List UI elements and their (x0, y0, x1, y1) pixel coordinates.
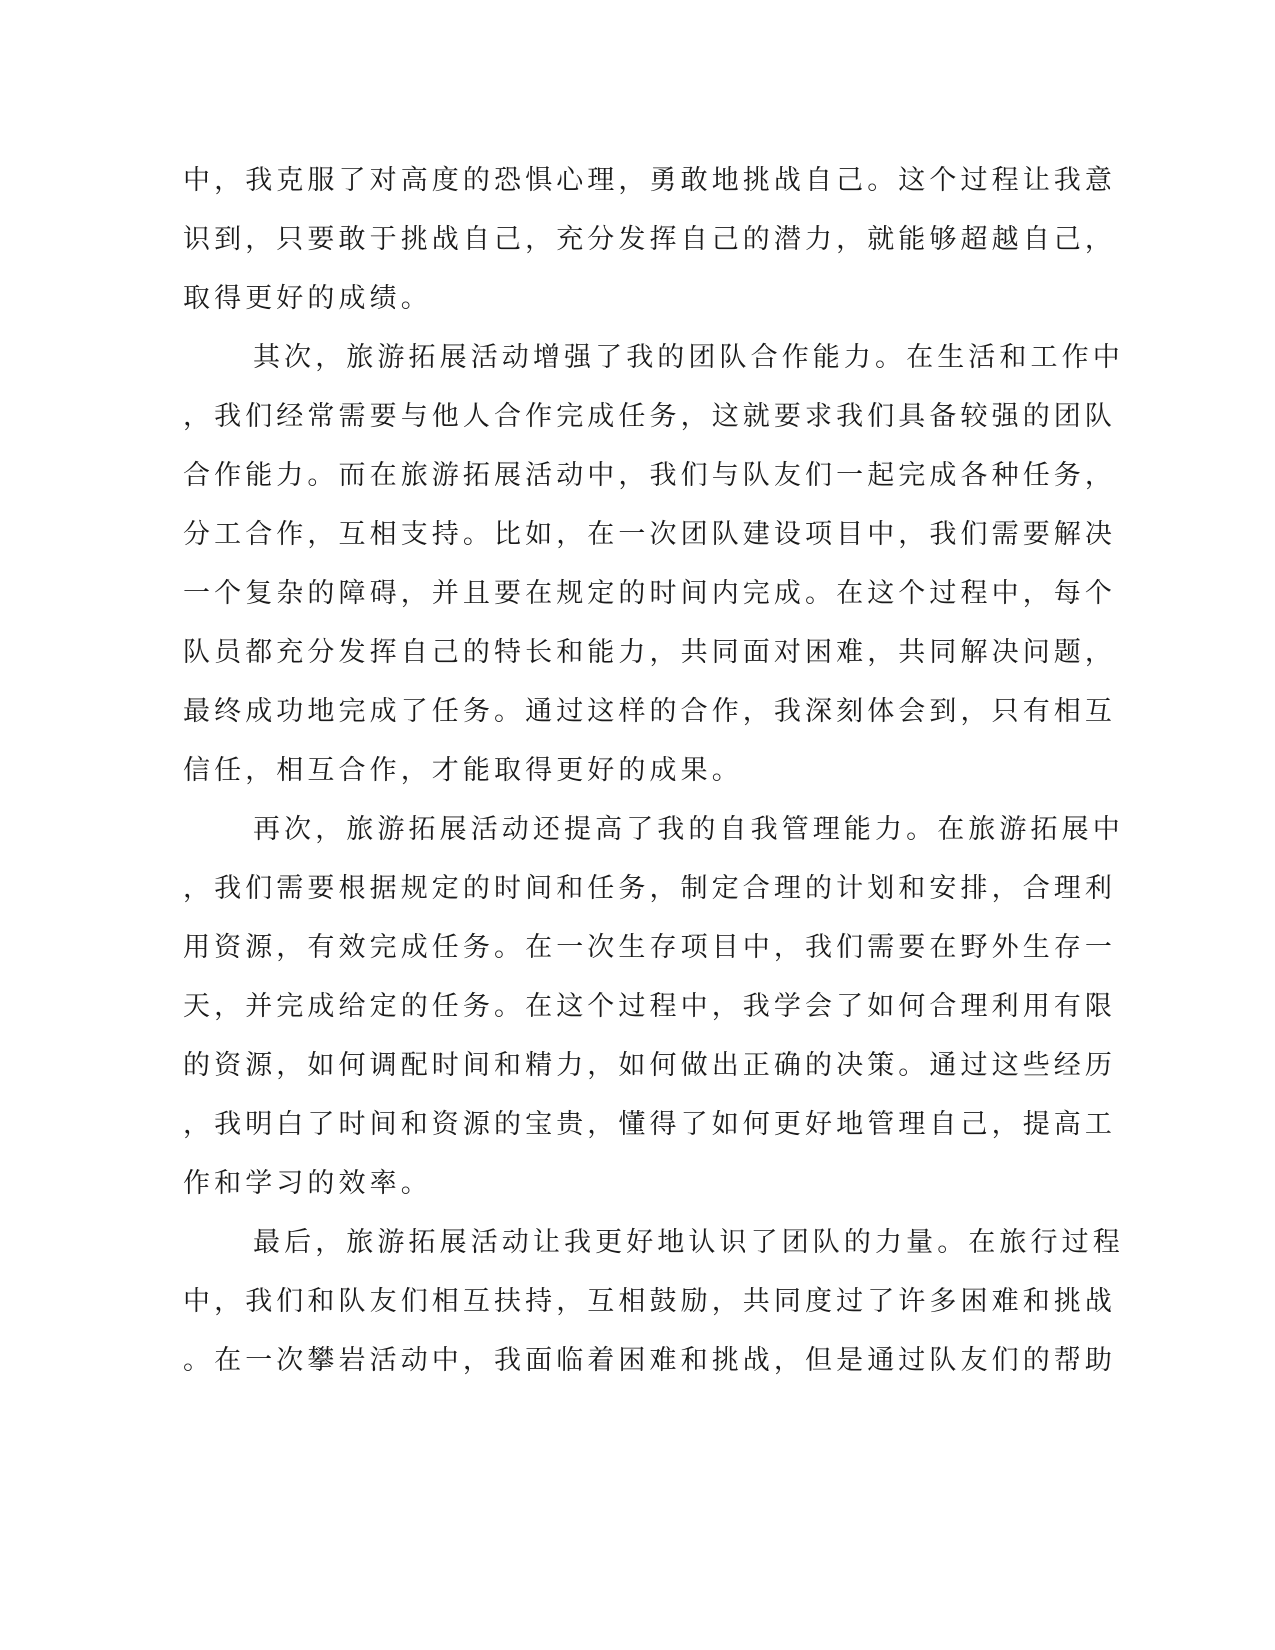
paragraph-start-line: 其次，旅游拓展活动增强了我的团队合作能力。在生活和工作中 (253, 342, 1124, 373)
text-line: 中，我们和队友们相互扶持，互相鼓励，共同度过了许多困难和挑战 (183, 1286, 1116, 1317)
text-line: 用资源，有效完成任务。在一次生存项目中，我们需要在野外生存一 (183, 932, 1116, 963)
text-line: ，我们需要根据规定的时间和任务，制定合理的计划和安排，合理利 (183, 873, 1116, 904)
document-body (183, 160, 1124, 1399)
text-line: 取得更好的成绩。 (183, 283, 432, 314)
text-line: 中，我克服了对高度的恐惧心理，勇敢地挑战自己。这个过程让我意 (183, 165, 1116, 196)
text-line: 。在一次攀岩活动中，我面临着困难和挑战，但是通过队友们的帮助 (183, 1345, 1116, 1376)
text-line: 合作能力。而在旅游拓展活动中，我们与队友们一起完成各种任务， (183, 460, 1116, 491)
text-line: ，我们经常需要与他人合作完成任务，这就要求我们具备较强的团队 (183, 401, 1116, 432)
text-line: 最终成功地完成了任务。通过这样的合作，我深刻体会到，只有相互 (183, 696, 1116, 727)
text-line: 作和学习的效率。 (183, 1168, 432, 1199)
paragraph-start-line: 最后，旅游拓展活动让我更好地认识了团队的力量。在旅行过程 (253, 1227, 1124, 1258)
text-line: 识到，只要敢于挑战自己，充分发挥自己的潜力，就能够超越自己， (183, 224, 1116, 255)
text-line: ，我明白了时间和资源的宝贵，懂得了如何更好地管理自己，提高工 (183, 1109, 1116, 1140)
paragraph-start-line: 再次，旅游拓展活动还提高了我的自我管理能力。在旅游拓展中 (253, 814, 1124, 845)
text-line: 天，并完成给定的任务。在这个过程中，我学会了如何合理利用有限 (183, 991, 1116, 1022)
text-line: 的资源，如何调配时间和精力，如何做出正确的决策。通过这些经历 (183, 1050, 1116, 1081)
text-line: 一个复杂的障碍，并且要在规定的时间内完成。在这个过程中，每个 (183, 578, 1116, 609)
text-line: 分工合作，互相支持。比如，在一次团队建设项目中，我们需要解决 (183, 519, 1116, 550)
text-line: 信任，相互合作，才能取得更好的成果。 (183, 755, 743, 786)
text-line: 队员都充分发挥自己的特长和能力，共同面对困难，共同解决问题， (183, 637, 1116, 668)
